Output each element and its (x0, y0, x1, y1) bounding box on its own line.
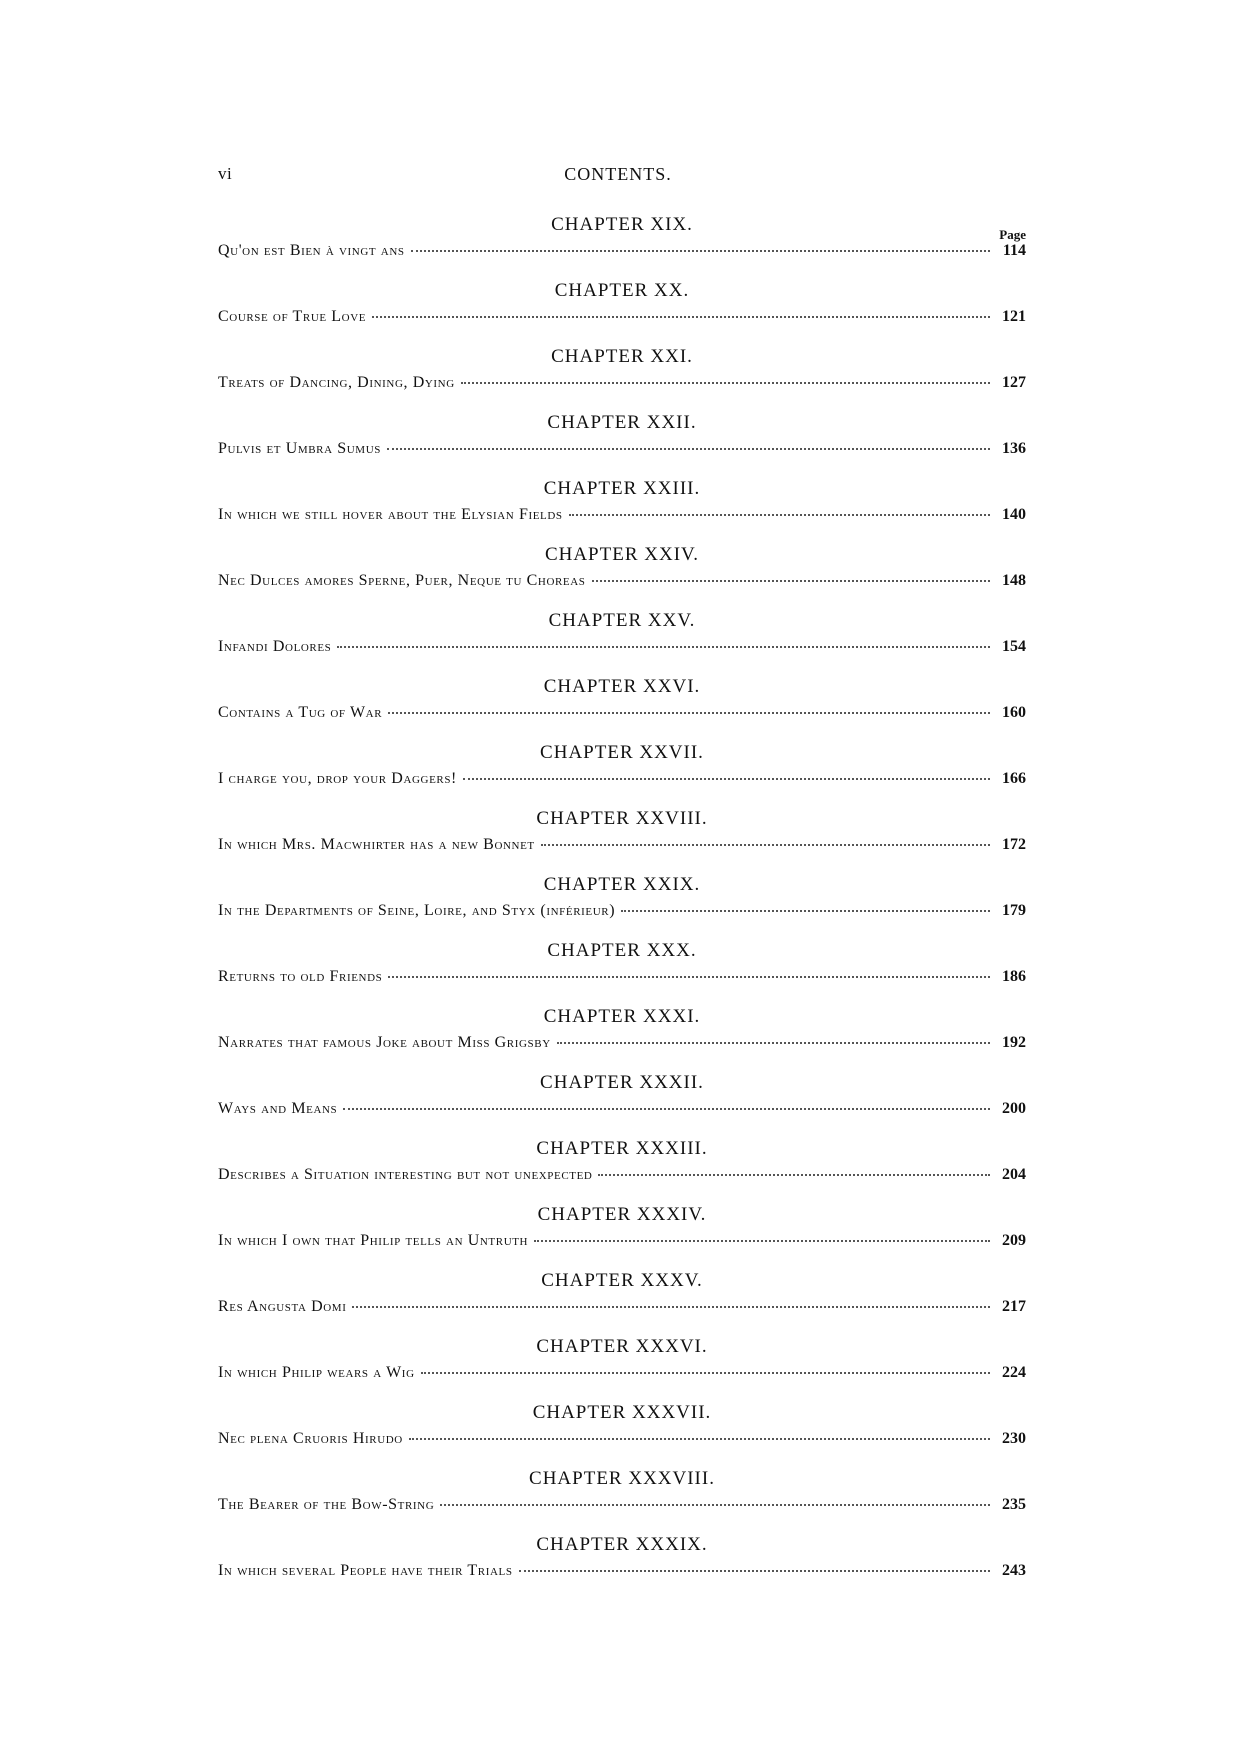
contents-entry (218, 1137, 1026, 1203)
dot-leader (372, 312, 990, 318)
chapter-title: Ways and Means (218, 1100, 338, 1117)
page-number: 154 (1002, 638, 1026, 655)
page-number: 114 (1002, 242, 1026, 259)
dot-leader (598, 1170, 990, 1176)
chapter-title: In the Departments of Seine, Loire, and Styx (inférieur) (218, 902, 616, 919)
chapter-heading: CHAPTER XXXVI. (536, 1336, 708, 1357)
page-column-label: Page (999, 227, 1026, 242)
page-number: 166 (1002, 770, 1026, 787)
entry-line (218, 1561, 1026, 1581)
page-number: 204 (1002, 1166, 1026, 1183)
entry-line (218, 1099, 1026, 1119)
chapter-heading: CHAPTER XXXVIII. (529, 1468, 715, 1489)
chapter-heading: CHAPTER XXXIX. (536, 1534, 708, 1555)
page-folio: vi (218, 164, 233, 183)
chapter-heading: CHAPTER XXV. (548, 610, 696, 631)
page-number: 224 (1002, 1364, 1026, 1381)
entry-line (218, 373, 1026, 393)
page-number: 235 (1002, 1496, 1026, 1513)
contents-entry (218, 1533, 1026, 1599)
chapter-heading: CHAPTER XXXII. (540, 1072, 704, 1093)
page-number: 121 (1002, 308, 1026, 325)
chapter-title: Pulvis et Umbra Sumus (218, 440, 381, 457)
entry-line (218, 769, 1026, 789)
chapter-heading: CHAPTER XXXV. (541, 1270, 703, 1291)
chapter-title: Infandi Dolores (218, 638, 332, 655)
entry-line (218, 1231, 1026, 1251)
page-number: 136 (1002, 440, 1026, 457)
page-number: 186 (1002, 968, 1026, 985)
dot-leader (421, 1368, 990, 1374)
chapter-heading: CHAPTER XXXI. (543, 1006, 701, 1027)
chapter-heading: CHAPTER XXVI. (543, 676, 701, 697)
entry-line (218, 1429, 1026, 1449)
entry-line (218, 1033, 1026, 1053)
chapter-title: In which Philip wears a Wig (218, 1364, 415, 1381)
contents-entry (218, 213, 1026, 279)
running-head (218, 164, 1018, 192)
chapter-title: In which Mrs. Macwhirter has a new Bonnet (218, 836, 535, 853)
chapter-title: Qu'on est Bien à vingt ans (218, 242, 405, 259)
page-title: CONTENTS. (564, 164, 672, 184)
chapter-heading: CHAPTER XXX. (547, 940, 697, 961)
entry-line (218, 505, 1026, 525)
contents-entry (218, 1203, 1026, 1269)
chapter-title: In which several People have their Trials (218, 1562, 513, 1579)
dot-leader (440, 1500, 990, 1506)
chapter-title: Returns to old Friends (218, 968, 383, 985)
contents-entry (218, 411, 1026, 477)
entry-line (218, 1165, 1026, 1185)
contents-entry (218, 741, 1026, 807)
chapter-heading: CHAPTER XXXIII. (536, 1138, 708, 1159)
dot-leader (557, 1038, 990, 1044)
contents-entry (218, 873, 1026, 939)
contents-entry (218, 543, 1026, 609)
contents-list (218, 213, 1026, 1599)
contents-entry (218, 609, 1026, 675)
entry-line (218, 703, 1026, 723)
entry-line (218, 967, 1026, 987)
page-number: 217 (1002, 1298, 1026, 1315)
contents-entry (218, 1005, 1026, 1071)
contents-entry (218, 675, 1026, 741)
chapter-title: The Bearer of the Bow-String (218, 1496, 435, 1513)
chapter-heading: CHAPTER XXIV. (544, 544, 700, 565)
dot-leader (387, 444, 990, 450)
chapter-title: In which we still hover about the Elysian Fields (218, 506, 563, 523)
entry-line (218, 1297, 1026, 1317)
page-number: 172 (1002, 836, 1026, 853)
dot-leader (592, 576, 991, 582)
chapter-heading: CHAPTER XXVII. (540, 742, 704, 763)
chapter-heading: CHAPTER XXXIV. (537, 1204, 707, 1225)
chapter-title: Res Angusta Domi (218, 1298, 347, 1315)
contents-entry (218, 939, 1026, 1005)
chapter-heading: CHAPTER XXII. (547, 412, 697, 433)
dot-leader (343, 1104, 990, 1110)
chapter-title: Narrates that famous Joke about Miss Grigsby (218, 1034, 551, 1051)
page-number: 148 (1002, 572, 1026, 589)
chapter-title: Nec plena Cruoris Hirudo (218, 1430, 403, 1447)
contents-entry (218, 345, 1026, 411)
chapter-heading: CHAPTER XXIII. (543, 478, 701, 499)
contents-entry (218, 279, 1026, 345)
dot-leader (541, 840, 990, 846)
contents-entry (218, 1071, 1026, 1137)
page-number: 140 (1002, 506, 1026, 523)
dot-leader (388, 972, 990, 978)
entry-line (218, 307, 1026, 327)
page-number: 160 (1002, 704, 1026, 721)
dot-leader (569, 510, 990, 516)
chapter-title: In which I own that Philip tells an Untruth (218, 1232, 529, 1249)
chapter-heading: CHAPTER XXIX. (543, 874, 701, 895)
contents-entry (218, 477, 1026, 543)
chapter-title: I charge you, drop your Daggers! (218, 770, 457, 787)
chapter-title: Nec Dulces amores Sperne, Puer, Neque tu Choreas (218, 572, 586, 589)
page-number: 127 (1002, 374, 1026, 391)
entry-line (218, 1363, 1026, 1383)
contents-entry (218, 1401, 1026, 1467)
entry-line (218, 571, 1026, 591)
contents-entry (218, 1335, 1026, 1401)
dot-leader (409, 1434, 990, 1440)
chapter-title: Treats of Dancing, Dining, Dying (218, 374, 455, 391)
page-number: 200 (1002, 1100, 1026, 1117)
chapter-title: Course of True Love (218, 308, 367, 325)
page-number: 179 (1002, 902, 1026, 919)
page-number: 192 (1002, 1034, 1026, 1051)
dot-leader (461, 378, 990, 384)
contents-entries (218, 213, 1026, 1599)
dot-leader (411, 246, 990, 252)
contents-entry (218, 1467, 1026, 1533)
entry-line (218, 835, 1026, 855)
entry-line (218, 901, 1026, 921)
dot-leader (388, 708, 990, 714)
chapter-heading: CHAPTER XXXVII. (532, 1402, 712, 1423)
dot-leader (519, 1566, 990, 1572)
page-number: 243 (1002, 1562, 1026, 1579)
entry-line (218, 439, 1026, 459)
page-number: 230 (1002, 1430, 1026, 1447)
contents-entry (218, 1269, 1026, 1335)
chapter-title: Describes a Situation interesting but not unexpected (218, 1166, 593, 1183)
dot-leader (352, 1302, 990, 1308)
chapter-heading: CHAPTER XIX. (551, 214, 693, 235)
entry-line (218, 1495, 1026, 1515)
dot-leader (534, 1236, 990, 1242)
chapter-heading: CHAPTER XXVIII. (536, 808, 708, 829)
chapter-heading: CHAPTER XXI. (551, 346, 693, 367)
entry-line (218, 241, 1026, 261)
contents-entry (218, 807, 1026, 873)
chapter-heading: CHAPTER XX. (554, 280, 690, 301)
page-number: 209 (1002, 1232, 1026, 1249)
chapter-title: Contains a Tug of War (218, 704, 383, 721)
dot-leader (463, 774, 990, 780)
dot-leader (337, 642, 990, 648)
entry-line (218, 637, 1026, 657)
dot-leader (621, 906, 990, 912)
